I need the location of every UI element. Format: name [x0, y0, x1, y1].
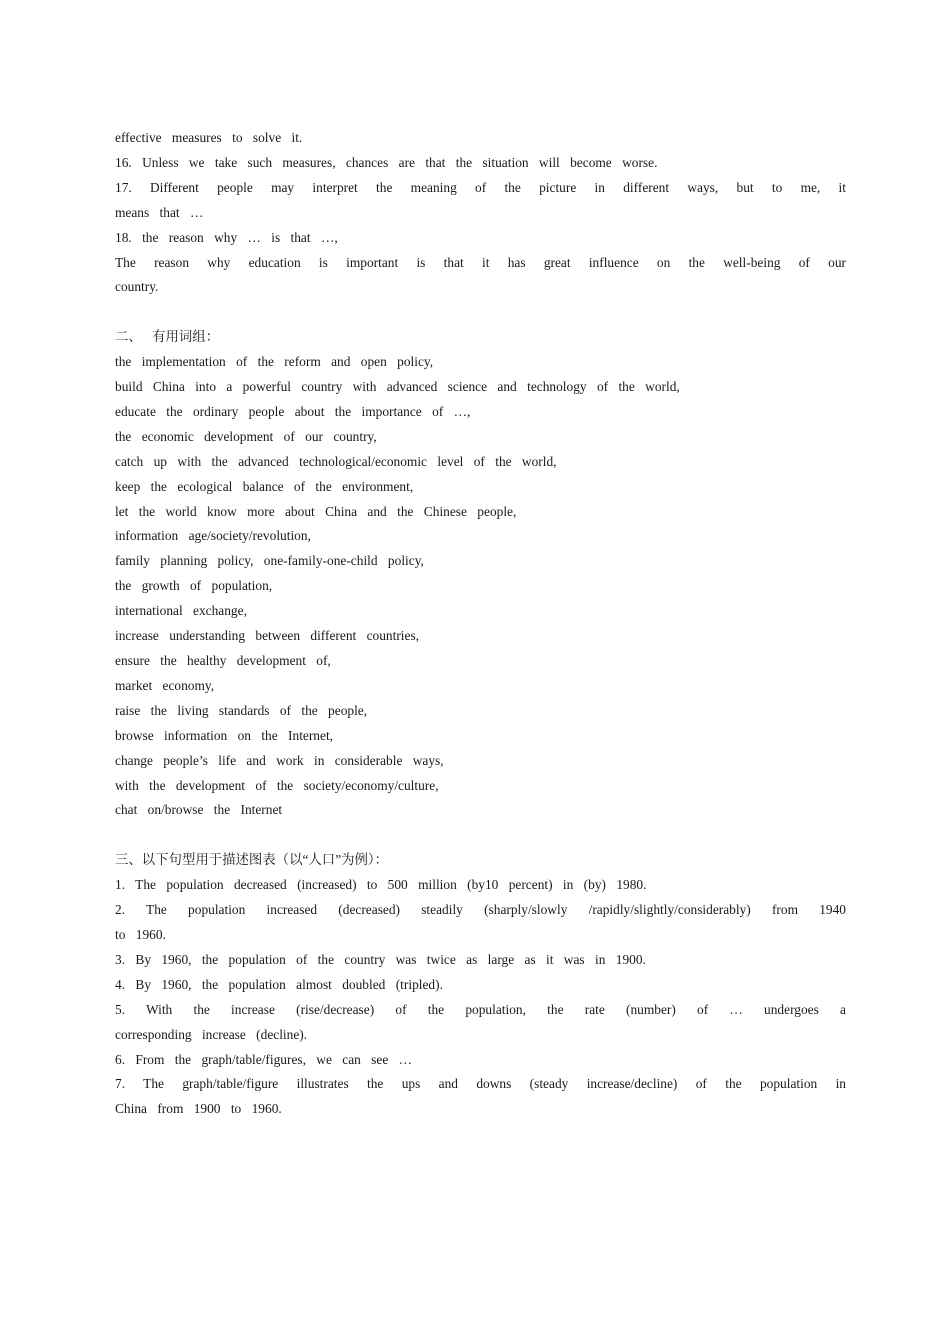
sentence-line: 2. The population increased (decreased) steadily (sharply/slowly /rapidly/slightly/considerably) from 1940 — [115, 902, 846, 918]
phrase-line: build China into a powerful country with advanced science and technology of the world, — [115, 379, 680, 395]
phrase-line: international exchange, — [115, 603, 247, 619]
sentence-line: 7. The graph/table/figure illustrates the ups and downs (steady increase/decline) of the population in — [115, 1076, 846, 1092]
phrase-line: chat on/browse the Internet — [115, 802, 283, 818]
sentence-line: corresponding increase (decline). — [115, 1026, 308, 1042]
phrase-line: raise the living standards of the people, — [115, 702, 368, 718]
chart-sentences-list — [115, 873, 846, 1122]
sentence-line: 5. With the increase (rise/decrease) of the population, the rate (number) of … undergoes a — [115, 1001, 846, 1017]
phrase-line: information age/society/revolution, — [115, 528, 311, 544]
phrase-line: the economic development of our country, — [115, 428, 377, 444]
text-line: effective measures to solve it. — [115, 130, 303, 145]
sentence-line: 6. From the graph/table/figures, we can see … — [115, 1051, 413, 1067]
text-line: The reason why education is important is that it has great influence on the well-being of our — [115, 254, 846, 270]
phrase-line: ensure the healthy development of, — [115, 653, 331, 669]
phrase-line: increase understanding between different countries, — [115, 628, 420, 644]
sentence-line: China from 1900 to 1960. — [115, 1101, 282, 1117]
document-page — [115, 126, 846, 1122]
phrase-line: let the world know more about China and the Chinese people, — [115, 503, 517, 519]
phrase-line: family planning policy, one-family-one-child policy, — [115, 553, 424, 569]
phrase-line: the growth of population, — [115, 578, 273, 594]
spacer — [115, 823, 846, 848]
phrase-line: catch up with the advanced technological/economic level of the world, — [115, 453, 557, 469]
phrases-list — [115, 350, 846, 823]
sentence-line: 4. By 1960, the population almost doubled (tripled). — [115, 976, 443, 992]
sentence-line: 1. The population decreased (increased) to 500 million (by10 percent) in (by) 1980. — [115, 877, 647, 893]
text-line: country. — [115, 279, 159, 295]
phrase-line: the implementation of the reform and open policy, — [115, 354, 434, 370]
phrase-line: market economy, — [115, 677, 215, 693]
sentence-line: to 1960. — [115, 926, 166, 942]
phrase-line: educate the ordinary people about the importance of …, — [115, 403, 471, 419]
spacer — [115, 300, 846, 325]
text-line: 18. the reason why … is that …, — [115, 229, 338, 245]
phrase-line: browse information on the Internet, — [115, 727, 334, 743]
section-heading-phrases: 二、 有用词组： — [115, 329, 220, 345]
phrase-line: keep the ecological balance of the environment, — [115, 478, 414, 494]
intro-block — [115, 126, 846, 300]
text-line: 17. Different people may interpret the meaning of the picture in different ways, but to me, it — [115, 179, 846, 195]
text-line: 16. Unless we take such measures, chances are that the situation will become worse. — [115, 154, 658, 170]
phrase-line: with the development of the society/economy/culture, — [115, 777, 439, 793]
text-line: means that … — [115, 204, 204, 220]
phrase-line: change people’s life and work in considerable ways, — [115, 752, 444, 768]
sentence-line: 3. By 1960, the population of the country was twice as large as it was in 1900. — [115, 951, 646, 967]
section-heading-chart-sentences: 三、以下句型用于描述图表（以“人口”为例）： — [115, 852, 388, 868]
